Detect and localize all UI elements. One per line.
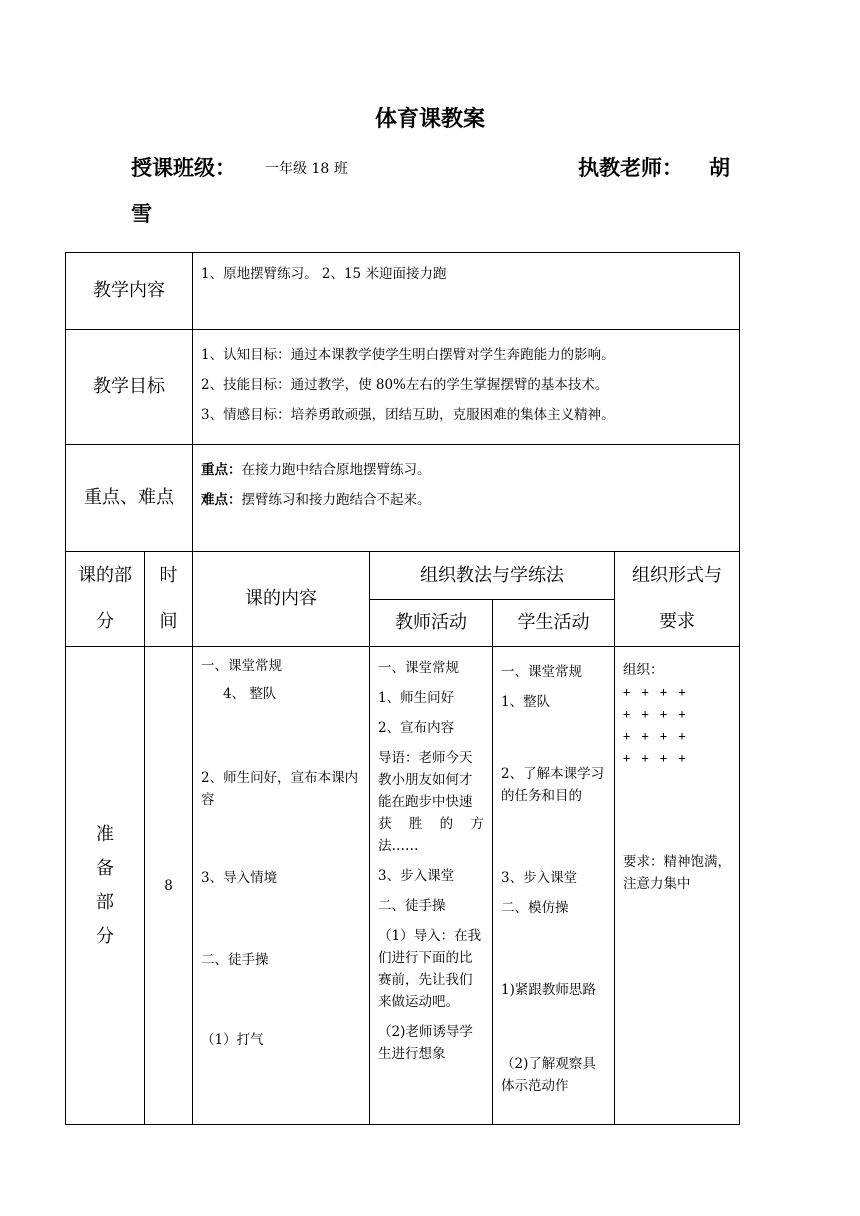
prep-section-row bbox=[66, 647, 740, 1125]
objective-item: 2、技能目标：通过教学，使 80%左右的学生掌握摆臂的基本技术。 bbox=[201, 377, 609, 393]
key-points-label: 重点、难点 bbox=[66, 445, 193, 552]
col-header-content: 课的内容 bbox=[193, 552, 370, 647]
col-header-part bbox=[66, 552, 145, 647]
prep-section-label bbox=[66, 647, 145, 1125]
prep-content-item: （1）打气 bbox=[201, 1032, 264, 1048]
teacher-label: 执教老师： bbox=[578, 156, 683, 180]
difficulty-line bbox=[201, 485, 731, 515]
prep-content-item: 二、徒手操 bbox=[201, 952, 269, 968]
prep-student-item: 2、了解本课学习的任务和目的 bbox=[501, 766, 605, 804]
col-header-part-line1: 课的部 bbox=[78, 565, 132, 586]
objective-item: 1、认知目标：通过本课教学使学生明白摆臂对学生奔跑能力的影响。 bbox=[201, 347, 615, 363]
formation-row: + + + + bbox=[623, 707, 688, 721]
prep-section-char: 准 bbox=[96, 823, 114, 845]
key-points-text bbox=[193, 445, 740, 552]
prep-student-item: 二、模仿操 bbox=[501, 900, 569, 916]
prep-student-item: （2)了解观察具体示范动作 bbox=[501, 1056, 596, 1094]
prep-teacher-item: 获胜的方 bbox=[378, 816, 484, 832]
teaching-objectives-label: 教学目标 bbox=[66, 330, 193, 445]
col-header-student: 学生活动 bbox=[493, 600, 615, 647]
prep-student-item: 1、整队 bbox=[501, 694, 551, 710]
prep-teacher-item: 2、宣布内容 bbox=[378, 720, 455, 736]
prep-section-char: 备 bbox=[96, 857, 114, 879]
teaching-content-label: 教学内容 bbox=[66, 253, 193, 330]
col-header-time-line2: 间 bbox=[159, 611, 178, 632]
key-text: 在接力跑中结合原地摆臂练习。 bbox=[241, 462, 431, 478]
col-header-part-line2: 分 bbox=[96, 611, 114, 632]
formation-row: + + + + bbox=[623, 685, 688, 699]
difficulty-label: 难点： bbox=[201, 492, 242, 508]
formation-row: + + + + bbox=[623, 729, 688, 743]
class-value: 一年级 18 班 bbox=[265, 161, 348, 177]
prep-content-item: 4、 整队 bbox=[223, 686, 277, 702]
col-header-form-line2: 要求 bbox=[659, 611, 695, 632]
prep-teacher-item: 一、课堂常规 bbox=[378, 660, 459, 676]
prep-teacher-item: 法…… bbox=[378, 838, 419, 854]
teacher-name-part2: 雪 bbox=[131, 202, 152, 226]
prep-teacher-item: 3、步入课堂 bbox=[378, 868, 455, 884]
prep-content-item: 3、导入情境 bbox=[201, 870, 278, 886]
prep-section-char: 分 bbox=[96, 925, 114, 947]
formation-label: 组织： bbox=[623, 662, 664, 678]
prep-student-item: 一、课堂常规 bbox=[501, 664, 582, 680]
column-header-row-1 bbox=[66, 552, 740, 600]
prep-content-cell bbox=[193, 647, 370, 1125]
prep-student-cell bbox=[493, 647, 615, 1125]
row-teaching-objectives bbox=[66, 330, 740, 445]
prep-teacher-item: （1）导入：在我们进行下面的比赛前，先让我们来做运动吧。 bbox=[378, 928, 482, 1010]
objective-item: 3、情感目标：培养勇敢顽强，团结互助，克服困难的集体主义精神。 bbox=[201, 407, 615, 423]
requirement-text: 要求：精神饱满，注意力集中 bbox=[623, 854, 731, 892]
prep-content-item: 2、师生问好，宣布本课内容 bbox=[201, 770, 359, 808]
teaching-objectives-list bbox=[193, 330, 740, 445]
col-header-form-line1: 组织形式与 bbox=[632, 565, 722, 586]
prep-section-char: 部 bbox=[96, 891, 114, 913]
col-header-form bbox=[615, 552, 740, 647]
col-header-time-line1: 时 bbox=[159, 565, 178, 586]
teacher-name-part1: 胡 bbox=[709, 156, 730, 180]
key-label: 重点： bbox=[201, 462, 242, 478]
class-label: 授课班级： bbox=[131, 156, 236, 180]
key-point-line bbox=[201, 455, 731, 485]
prep-content-item: 一、课堂常规 bbox=[201, 658, 282, 674]
prep-student-item: 3、步入课堂 bbox=[501, 870, 578, 886]
teaching-content-text: 1、原地摆臂练习。 2、15 米迎面接力跑 bbox=[193, 253, 740, 330]
difficulty-text: 摆臂练习和接力跑结合不起来。 bbox=[241, 492, 431, 508]
col-header-teacher: 教师活动 bbox=[370, 600, 493, 647]
row-key-points bbox=[66, 445, 740, 552]
prep-teacher-item: 二、徒手操 bbox=[378, 898, 446, 914]
prep-teacher-cell bbox=[370, 647, 493, 1125]
prep-teacher-item: 导语：老师今天教小朋友如何才能在跑步中快速 bbox=[378, 750, 473, 810]
prep-teacher-item: （2)老师诱导学生进行想象 bbox=[378, 1024, 473, 1062]
lesson-plan-table bbox=[65, 252, 740, 1125]
prep-teacher-item: 1、师生问好 bbox=[378, 690, 455, 706]
col-header-time bbox=[145, 552, 193, 647]
prep-student-item: 1)紧跟教师思路 bbox=[501, 982, 596, 998]
prep-time: 8 bbox=[145, 647, 193, 1125]
prep-form-cell bbox=[615, 647, 740, 1125]
row-teaching-content bbox=[66, 253, 740, 330]
formation-row: + + + + bbox=[623, 751, 688, 765]
col-header-method: 组织教法与学练法 bbox=[370, 552, 615, 600]
document-title: 体育课教案 bbox=[374, 107, 485, 132]
